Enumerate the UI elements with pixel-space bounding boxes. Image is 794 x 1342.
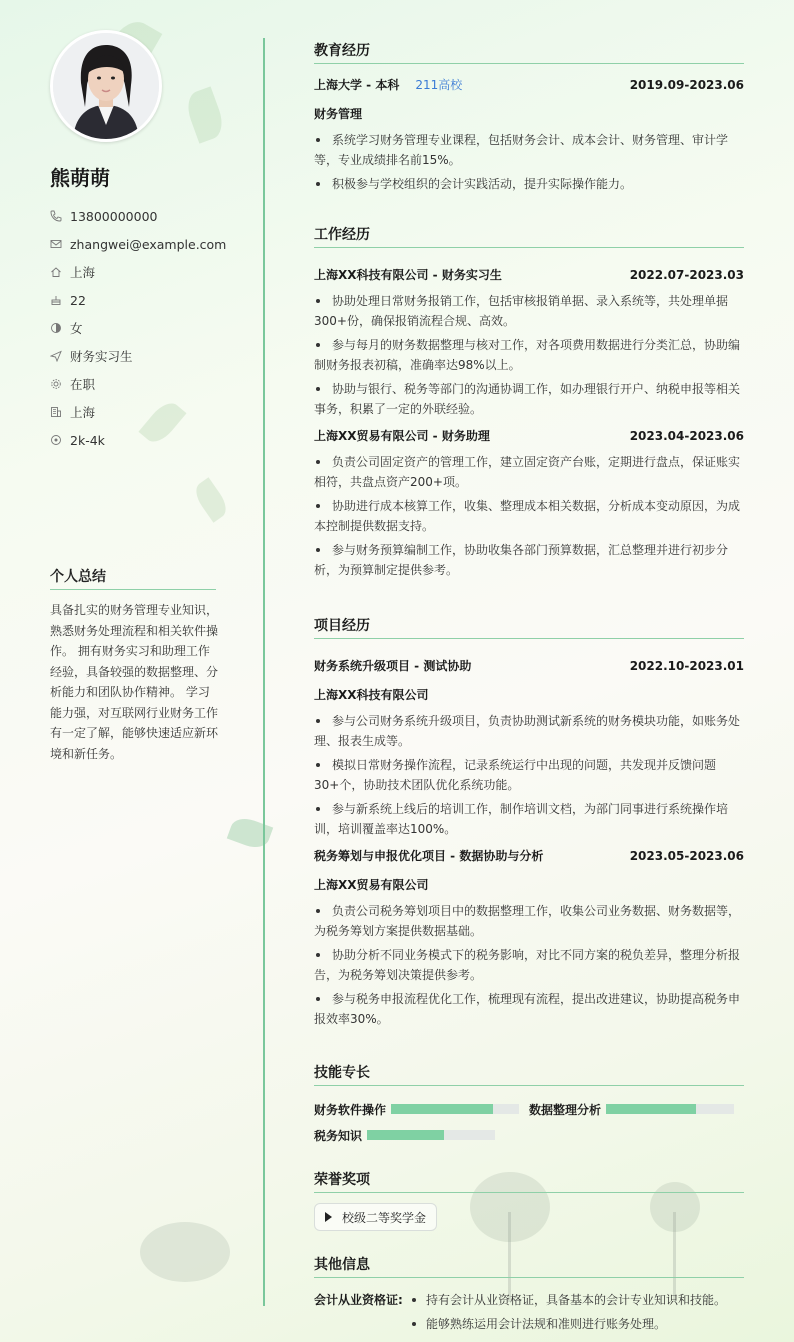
skill-bar-fill [367,1130,444,1140]
work-company: 上海XX贸易有限公司 - 财务助理 [314,429,490,443]
other-info [314,1288,744,1336]
skill-name: 数据整理分析 [529,1102,602,1117]
info-location [50,258,226,286]
salary-text: 2k-4k [70,432,105,448]
skill-bar [606,1104,734,1114]
info-gender [50,314,226,342]
info-status [50,370,226,398]
summary-text: 具备扎实的财务管理专业知识，熟悉财务处理流程和相关软件操作。 拥有财务实习和助理工作经验，具备较强的数据整理、分析能力和团队协作精神。 学习能力强，对互联网行业财务工作有一定了解，能够快速适应新环境和新任务。 [50,603,219,761]
info-position [50,342,226,370]
avatar-portrait-icon [53,33,159,139]
list-item: 参与新系统上线后的培训工作，制作培训文档，为部门同事进行系统操作培训，培训覆盖率达100%。 [314,799,744,839]
list-item: 模拟日常财务操作流程，记录系统运行中出现的问题，共发现并反馈问题30+个，协助技术团队优化系统功能。 [314,755,744,795]
city-text: 上海 [70,405,96,420]
projects-title: 项目经历 [314,615,744,639]
awards-section [314,1169,744,1231]
project-org: 上海XX科技有限公司 [314,688,429,702]
work-title: 工作经历 [314,224,744,248]
phone-icon [50,210,62,222]
location-text: 上海 [70,265,96,280]
education-section [314,40,744,198]
info-phone [50,202,226,230]
award-text: 校级二等奖学金 [342,1210,427,1225]
work-company: 上海XX科技有限公司 - 财务实习生 [314,268,502,282]
status-text: 在职 [70,377,96,392]
award-item[interactable] [314,1203,437,1231]
other-bullets [410,1288,726,1336]
education-bullets [314,130,744,194]
work-item-header [314,427,744,444]
education-period: 2019.09-2023.06 [629,78,744,92]
skill-name: 税务知识 [314,1128,363,1143]
building-icon [50,406,62,418]
list-item: 协助与银行、税务等部门的沟通协调工作，如办理银行开户、纳税申报等相关事务，积累了一定的外联经验。 [314,379,744,419]
coin-icon [50,434,62,446]
other-title: 其他信息 [314,1254,744,1278]
gender-text: 女 [70,321,83,336]
list-item: 参与财务预算编制工作，协助收集各部门预算数据，汇总整理并进行初步分析，为预算制定提供参考。 [314,540,744,580]
send-icon [50,350,62,362]
candidate-name: 熊萌萌 [50,166,110,190]
skill-item [314,1122,529,1148]
list-item: 负责公司税务筹划项目中的数据整理工作，收集公司业务数据、财务数据等，为税务筹划方案提供数据基础。 [314,901,744,941]
age-text: 22 [70,292,86,308]
contact-info-list [50,202,226,454]
other-section [314,1254,744,1336]
education-title: 教育经历 [314,40,744,64]
list-item: 系统学习财务管理专业课程，包括财务会计、成本会计、财务管理、审计学等，专业成绩排名前15%。 [314,130,744,170]
project-bullets [314,711,744,839]
list-item: 负责公司固定资产的管理工作，建立固定资产台账，定期进行盘点，保证账实相符，共盘点资产200+项。 [314,452,744,492]
info-email [50,230,226,258]
info-city [50,398,226,426]
education-major: 财务管理 [314,107,363,121]
avatar [50,30,162,142]
summary-title: 个人总结 [50,566,216,590]
skill-item [529,1096,744,1122]
gender-icon [50,322,62,334]
project-header [314,847,744,864]
work-period: 2022.07-2023.03 [629,268,744,282]
project-name: 财务系统升级项目 - 测试协助 [314,659,472,673]
skill-bar-fill [606,1104,696,1114]
list-item: 持有会计从业资格证，具备基本的会计专业知识和技能。 [410,1288,726,1312]
project-name: 税务筹划与申报优化项目 - 数据协助与分析 [314,849,544,863]
work-item-header [314,266,744,283]
project-bullets [314,901,744,1029]
list-item: 能够熟练运用会计法规和准则进行账务处理。 [410,1312,726,1336]
skill-name: 财务软件操作 [314,1102,387,1117]
project-period: 2022.10-2023.01 [629,659,744,673]
position-text: 财务实习生 [70,349,133,364]
gear-icon [50,378,62,390]
school-tag: 211高校 [415,78,463,92]
sidebar [0,0,264,1342]
project-header [314,657,744,674]
projects-section [314,615,744,1033]
info-salary [50,426,226,454]
work-bullets [314,291,744,419]
list-item: 积极参与学校组织的会计实践活动，提升实际操作能力。 [314,174,744,194]
cake-icon [50,294,62,306]
skills-section [314,1062,744,1148]
list-item: 参与税务申报流程优化工作，梳理现有流程，提出改进建议，协助提高税务申报效率30%。 [314,989,744,1029]
list-item: 协助进行成本核算工作，收集、整理成本相关数据，分析成本变动原因，为成本控制提供数据支持。 [314,496,744,536]
skill-bar [391,1104,519,1114]
mail-icon [50,238,62,250]
skills-title: 技能专长 [314,1062,744,1086]
work-bullets [314,452,744,580]
phone-text: 13800000000 [70,208,158,224]
skills-list [314,1096,744,1148]
project-period: 2023.05-2023.06 [629,849,744,863]
play-icon [325,1212,332,1222]
list-item: 协助分析不同业务模式下的税务影响，对比不同方案的税负差异，整理分析报告，为税务筹划决策提供参考。 [314,945,744,985]
awards-title: 荣誉奖项 [314,1169,744,1193]
home-icon [50,266,62,278]
email-text: zhangwei@example.com [70,236,227,252]
list-item: 参与公司财务系统升级项目，负责协助测试新系统的财务模块功能，如账务处理、报表生成等。 [314,711,744,751]
education-header [314,76,744,93]
project-org: 上海XX贸易有限公司 [314,878,429,892]
skill-item [314,1096,529,1122]
work-period: 2023.04-2023.06 [629,429,744,443]
list-item: 参与每月的财务数据整理与核对工作，对各项费用数据进行分类汇总，协助编制财务报表初稿，准确率达98%以上。 [314,335,744,375]
school-name: 上海大学 - 本科 [314,78,400,92]
skill-bar [367,1130,495,1140]
info-age [50,286,226,314]
list-item: 协助处理日常财务报销工作，包括审核报销单据、录入系统等，共处理单据300+份，确保报销流程合规、高效。 [314,291,744,331]
other-label: 会计从业资格证: [314,1293,403,1307]
skill-bar-fill [391,1104,493,1114]
work-section [314,224,744,584]
